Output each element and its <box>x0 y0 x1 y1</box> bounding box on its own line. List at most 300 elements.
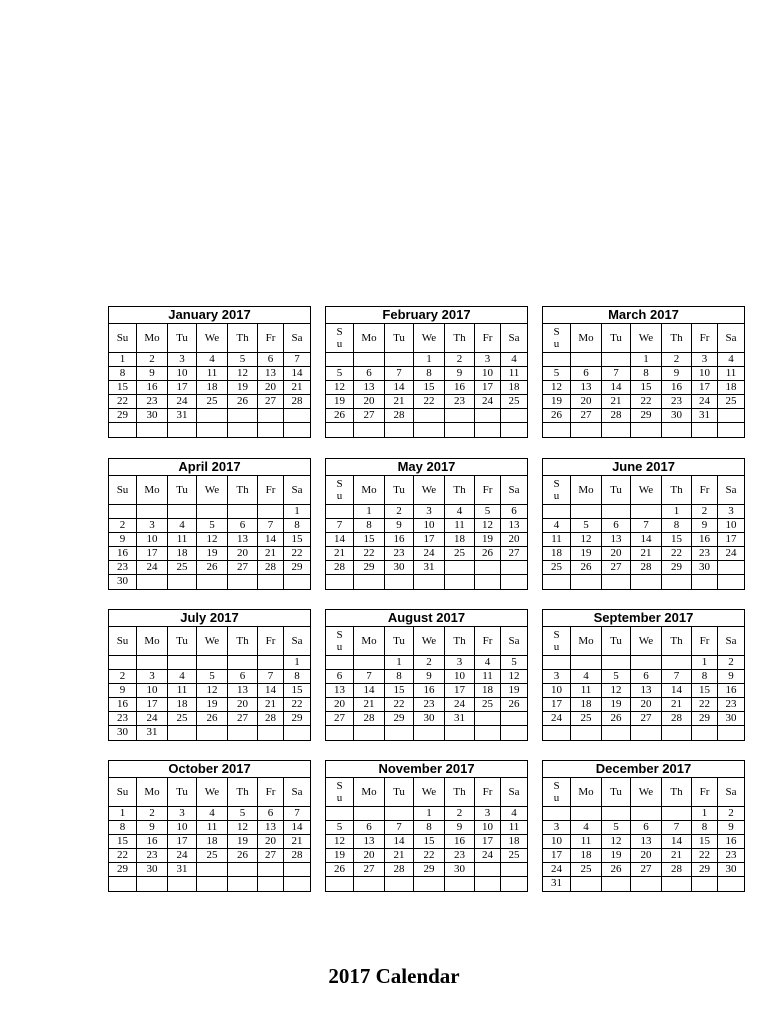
week-row <box>109 575 310 589</box>
day-cell <box>168 656 197 669</box>
day-cell: 17 <box>475 835 501 848</box>
day-cell: 7 <box>354 670 385 683</box>
day-cell: 4 <box>168 519 197 532</box>
day-cell <box>475 863 501 876</box>
day-cell: 6 <box>631 821 662 834</box>
day-cell: 4 <box>445 505 475 518</box>
page-title: 2017 Calendar <box>328 964 460 988</box>
weekday-header: Fr <box>258 778 284 806</box>
month-may-2017 <box>325 458 528 590</box>
day-cell: 21 <box>291 835 303 847</box>
week-row <box>109 877 310 891</box>
month-march-2017 <box>542 306 745 438</box>
week-row <box>543 670 744 684</box>
week-row <box>543 395 744 409</box>
weekday-header: We <box>631 778 662 806</box>
day-cell <box>197 656 228 669</box>
day-cell: 6 <box>571 367 602 380</box>
day-cell: 3 <box>168 807 197 820</box>
week-row <box>326 575 527 589</box>
weekday-header: Fr <box>258 324 284 352</box>
week-row <box>326 863 527 877</box>
day-cell: 23 <box>109 712 137 725</box>
day-cell <box>354 877 385 891</box>
day-cell <box>692 877 718 891</box>
day-cell: 5 <box>571 519 602 532</box>
day-cell: 20 <box>258 381 284 394</box>
day-cell <box>168 575 197 589</box>
day-cell: 1 <box>414 807 445 820</box>
day-cell: 18 <box>508 835 520 847</box>
day-cell <box>602 505 631 518</box>
day-cell: 10 <box>137 684 168 697</box>
day-cell: 3 <box>692 353 718 366</box>
day-cell: 19 <box>228 835 258 848</box>
day-cell: 18 <box>725 381 737 393</box>
day-cell: 30 <box>692 561 718 574</box>
week-row <box>543 807 744 821</box>
weekday-header-row <box>326 324 527 353</box>
week-row <box>326 367 527 381</box>
day-cell: 30 <box>385 561 414 574</box>
day-cell <box>284 423 310 437</box>
weekday-header: Th <box>228 627 258 655</box>
month-title: December 2017 <box>543 761 744 778</box>
day-cell: 3 <box>728 505 734 517</box>
weekday-header: Th <box>662 476 692 504</box>
weekday-header: Tu <box>168 627 197 655</box>
week-row <box>543 684 744 698</box>
week-row <box>109 367 310 381</box>
weekday-header: Tu <box>168 476 197 504</box>
day-cell: 27 <box>258 395 284 408</box>
day-cell: 22 <box>662 547 692 560</box>
day-cell <box>662 726 692 740</box>
day-cell: 6 <box>228 670 258 683</box>
day-cell: 28 <box>385 409 414 422</box>
day-cell: 11 <box>475 670 501 683</box>
week-row <box>543 835 744 849</box>
day-cell: 2 <box>109 519 137 532</box>
month-november-2017 <box>325 760 528 892</box>
day-cell: 16 <box>109 698 137 711</box>
day-cell: 14 <box>258 684 284 697</box>
month-august-2017 <box>325 609 528 741</box>
month-april-2017 <box>108 458 311 590</box>
day-cell <box>385 726 414 740</box>
day-cell: 6 <box>602 519 631 532</box>
day-cell: 12 <box>228 367 258 380</box>
day-cell: 29 <box>631 409 662 422</box>
weekday-header: Tu <box>385 778 414 806</box>
day-cell: 31 <box>137 726 168 740</box>
day-cell <box>475 712 501 725</box>
day-cell <box>602 726 631 740</box>
month-title: August 2017 <box>326 610 527 627</box>
weekday-header: Mo <box>571 324 602 352</box>
weekday-header: Sa <box>291 785 303 798</box>
day-cell <box>475 575 501 589</box>
day-cell <box>414 726 445 740</box>
day-cell: 2 <box>109 670 137 683</box>
day-cell <box>501 561 527 574</box>
day-cell <box>197 409 228 422</box>
day-cell: 15 <box>692 835 718 848</box>
day-cell <box>718 423 744 437</box>
day-cell: 3 <box>475 807 501 820</box>
weekday-header: We <box>197 627 228 655</box>
weekday-header-row <box>543 476 744 505</box>
day-cell: 26 <box>326 409 354 422</box>
day-cell: 15 <box>385 684 414 697</box>
day-cell <box>718 575 744 589</box>
day-cell: 6 <box>354 821 385 834</box>
day-cell: 2 <box>385 505 414 518</box>
day-cell <box>228 726 258 740</box>
day-cell <box>197 505 228 518</box>
day-cell: 10 <box>414 519 445 532</box>
day-cell <box>602 656 631 669</box>
day-cell <box>543 423 571 437</box>
weekday-header: Sa <box>508 331 520 344</box>
day-cell: 21 <box>258 698 284 711</box>
weekday-header: Sa <box>291 483 303 496</box>
day-cell: 25 <box>475 698 501 711</box>
day-cell: 14 <box>602 381 631 394</box>
day-cell: 4 <box>571 670 602 683</box>
week-row <box>326 409 527 423</box>
weekday-header: Sa <box>291 634 303 647</box>
day-cell: 26 <box>228 395 258 408</box>
day-cell: 12 <box>602 684 631 697</box>
day-cell: 9 <box>728 821 734 833</box>
day-cell: 12 <box>543 381 571 394</box>
day-cell <box>354 807 385 820</box>
weekday-header: Mo <box>137 627 168 655</box>
day-cell <box>501 423 527 437</box>
day-cell: 30 <box>414 712 445 725</box>
weekday-header: We <box>197 778 228 806</box>
week-row <box>109 684 310 698</box>
day-cell <box>326 423 354 437</box>
day-cell: 10 <box>168 821 197 834</box>
day-cell: 26 <box>508 698 520 710</box>
month-title: May 2017 <box>326 459 527 476</box>
day-cell: 22 <box>385 698 414 711</box>
day-cell: 15 <box>692 684 718 697</box>
day-cell: 1 <box>631 353 662 366</box>
day-cell <box>445 423 475 437</box>
day-cell: 28 <box>631 561 662 574</box>
day-cell: 7 <box>294 807 300 819</box>
week-row <box>326 698 527 712</box>
day-cell: 9 <box>445 367 475 380</box>
day-cell: 22 <box>692 849 718 862</box>
day-cell: 21 <box>385 395 414 408</box>
day-cell: 28 <box>354 712 385 725</box>
week-row <box>543 656 744 670</box>
day-cell <box>354 353 385 366</box>
weekday-header: Fr <box>475 778 501 806</box>
month-september-2017 <box>542 609 745 741</box>
day-cell <box>501 726 527 740</box>
weekday-header: Sa <box>725 483 737 496</box>
week-row <box>326 712 527 726</box>
day-cell: 20 <box>508 533 520 545</box>
day-cell <box>228 423 258 437</box>
day-cell: 3 <box>137 519 168 532</box>
day-cell: 29 <box>354 561 385 574</box>
day-cell: 18 <box>197 835 228 848</box>
day-cell: 12 <box>602 835 631 848</box>
weekday-header: Fr <box>692 778 718 806</box>
day-cell: 5 <box>197 670 228 683</box>
day-cell: 16 <box>445 835 475 848</box>
day-cell: 24 <box>168 849 197 862</box>
day-cell: 3 <box>414 505 445 518</box>
weekday-header: Mo <box>354 627 385 655</box>
week-row <box>326 656 527 670</box>
day-cell: 29 <box>291 561 303 573</box>
day-cell: 15 <box>662 533 692 546</box>
week-row <box>543 877 744 891</box>
weekday-header: We <box>414 324 445 352</box>
weekday-header: Sa <box>291 331 303 344</box>
weekday-header: S u <box>326 627 354 655</box>
weekday-header-row <box>109 324 310 353</box>
week-row <box>543 863 744 877</box>
day-cell: 24 <box>725 547 737 559</box>
day-cell <box>414 409 445 422</box>
day-cell: 22 <box>109 395 137 408</box>
day-cell: 4 <box>511 807 517 819</box>
day-cell: 15 <box>414 381 445 394</box>
day-cell: 21 <box>385 849 414 862</box>
day-cell: 2 <box>137 807 168 820</box>
week-row <box>326 877 527 891</box>
day-cell <box>326 656 354 669</box>
day-cell: 22 <box>692 698 718 711</box>
day-cell: 14 <box>385 381 414 394</box>
day-cell: 10 <box>137 533 168 546</box>
day-cell: 12 <box>326 381 354 394</box>
day-cell: 8 <box>109 821 137 834</box>
month-june-2017 <box>542 458 745 590</box>
day-cell: 16 <box>137 835 168 848</box>
day-cell: 18 <box>445 533 475 546</box>
day-cell: 21 <box>326 547 354 560</box>
day-cell: 10 <box>168 367 197 380</box>
week-row <box>326 670 527 684</box>
day-cell <box>631 505 662 518</box>
day-cell: 11 <box>571 835 602 848</box>
day-cell: 7 <box>662 821 692 834</box>
weekday-header: Th <box>228 778 258 806</box>
day-cell: 21 <box>291 381 303 393</box>
day-cell <box>543 656 571 669</box>
day-cell: 23 <box>385 547 414 560</box>
day-cell: 27 <box>631 863 662 876</box>
weekday-header-row <box>326 627 527 656</box>
day-cell <box>445 877 475 891</box>
day-cell <box>571 423 602 437</box>
day-cell: 5 <box>228 807 258 820</box>
day-cell: 12 <box>571 533 602 546</box>
day-cell <box>228 877 258 891</box>
day-cell: 22 <box>291 698 303 710</box>
day-cell <box>137 877 168 891</box>
day-cell: 7 <box>662 670 692 683</box>
week-row <box>326 505 527 519</box>
day-cell <box>168 726 197 740</box>
day-cell: 4 <box>197 353 228 366</box>
day-cell: 30 <box>725 863 737 875</box>
day-cell <box>602 575 631 589</box>
day-cell: 28 <box>385 863 414 876</box>
day-cell: 23 <box>445 849 475 862</box>
week-row <box>109 849 310 863</box>
weekday-header: Su <box>109 476 137 504</box>
weekday-header: Th <box>445 627 475 655</box>
week-row <box>543 575 744 589</box>
day-cell <box>631 807 662 820</box>
week-row <box>543 849 744 863</box>
week-row <box>109 712 310 726</box>
day-cell <box>385 353 414 366</box>
day-cell: 1 <box>385 656 414 669</box>
day-cell: 16 <box>725 835 737 847</box>
day-cell: 13 <box>571 381 602 394</box>
day-cell: 19 <box>228 381 258 394</box>
day-cell: 6 <box>354 367 385 380</box>
day-cell: 4 <box>511 353 517 365</box>
week-row <box>543 726 744 740</box>
weekday-header: We <box>631 627 662 655</box>
weekday-header: Mo <box>354 778 385 806</box>
day-cell <box>109 656 137 669</box>
day-cell: 9 <box>109 684 137 697</box>
day-cell <box>168 505 197 518</box>
day-cell <box>197 726 228 740</box>
day-cell: 28 <box>602 409 631 422</box>
day-cell: 14 <box>291 367 303 379</box>
day-cell: 2 <box>137 353 168 366</box>
day-cell: 25 <box>197 849 228 862</box>
day-cell: 17 <box>137 547 168 560</box>
day-cell: 13 <box>258 367 284 380</box>
day-cell: 30 <box>109 575 137 589</box>
day-cell: 5 <box>326 821 354 834</box>
weekday-header: Sa <box>725 331 737 344</box>
day-cell: 29 <box>109 863 137 876</box>
day-cell: 15 <box>631 381 662 394</box>
day-cell: 8 <box>692 670 718 683</box>
week-row <box>109 533 310 547</box>
weekday-header-row <box>543 627 744 656</box>
day-cell: 20 <box>258 835 284 848</box>
day-cell: 28 <box>258 561 284 574</box>
day-cell: 11 <box>571 684 602 697</box>
day-cell: 11 <box>168 684 197 697</box>
day-cell <box>718 561 744 574</box>
day-cell <box>168 877 197 891</box>
day-cell: 9 <box>662 367 692 380</box>
day-cell: 1 <box>109 807 137 820</box>
day-cell: 22 <box>414 395 445 408</box>
week-row <box>326 821 527 835</box>
day-cell: 27 <box>354 863 385 876</box>
day-cell: 20 <box>571 395 602 408</box>
day-cell: 23 <box>445 395 475 408</box>
day-cell <box>326 877 354 891</box>
day-cell <box>571 656 602 669</box>
day-cell: 20 <box>326 698 354 711</box>
day-cell: 22 <box>631 395 662 408</box>
day-cell <box>692 423 718 437</box>
weekday-header: Th <box>662 627 692 655</box>
day-cell <box>571 353 602 366</box>
day-cell <box>475 877 501 891</box>
day-cell: 19 <box>475 533 501 546</box>
day-cell: 23 <box>137 849 168 862</box>
day-cell <box>602 353 631 366</box>
weekday-header: Sa <box>725 785 737 798</box>
day-cell: 25 <box>445 547 475 560</box>
day-cell: 10 <box>543 684 571 697</box>
day-cell <box>258 423 284 437</box>
day-cell <box>414 423 445 437</box>
day-cell <box>445 409 475 422</box>
day-cell: 9 <box>385 519 414 532</box>
day-cell: 25 <box>168 561 197 574</box>
day-cell: 25 <box>197 395 228 408</box>
day-cell: 15 <box>109 381 137 394</box>
weekday-header: Su <box>109 324 137 352</box>
weekday-header: S u <box>543 627 571 655</box>
day-cell: 23 <box>414 698 445 711</box>
week-row <box>543 698 744 712</box>
day-cell: 28 <box>326 561 354 574</box>
month-december-2017 <box>542 760 745 892</box>
day-cell: 9 <box>692 519 718 532</box>
day-cell: 30 <box>725 712 737 724</box>
day-cell: 14 <box>354 684 385 697</box>
weekday-header: Mo <box>137 778 168 806</box>
weekday-header: S u <box>326 476 354 504</box>
day-cell: 1 <box>414 353 445 366</box>
day-cell: 23 <box>137 395 168 408</box>
week-row <box>326 561 527 575</box>
day-cell: 3 <box>475 353 501 366</box>
day-cell: 12 <box>326 835 354 848</box>
day-cell: 30 <box>662 409 692 422</box>
day-cell <box>385 877 414 891</box>
weekday-header: Th <box>228 476 258 504</box>
weekday-header: Mo <box>571 778 602 806</box>
day-cell: 27 <box>258 849 284 862</box>
day-cell: 26 <box>602 863 631 876</box>
month-title: November 2017 <box>326 761 527 778</box>
day-cell: 20 <box>354 395 385 408</box>
day-cell <box>631 877 662 891</box>
day-cell: 19 <box>197 698 228 711</box>
day-cell: 16 <box>414 684 445 697</box>
day-cell: 8 <box>631 367 662 380</box>
week-row <box>543 547 744 561</box>
week-row <box>543 519 744 533</box>
day-cell: 27 <box>631 712 662 725</box>
day-cell: 31 <box>168 409 197 422</box>
